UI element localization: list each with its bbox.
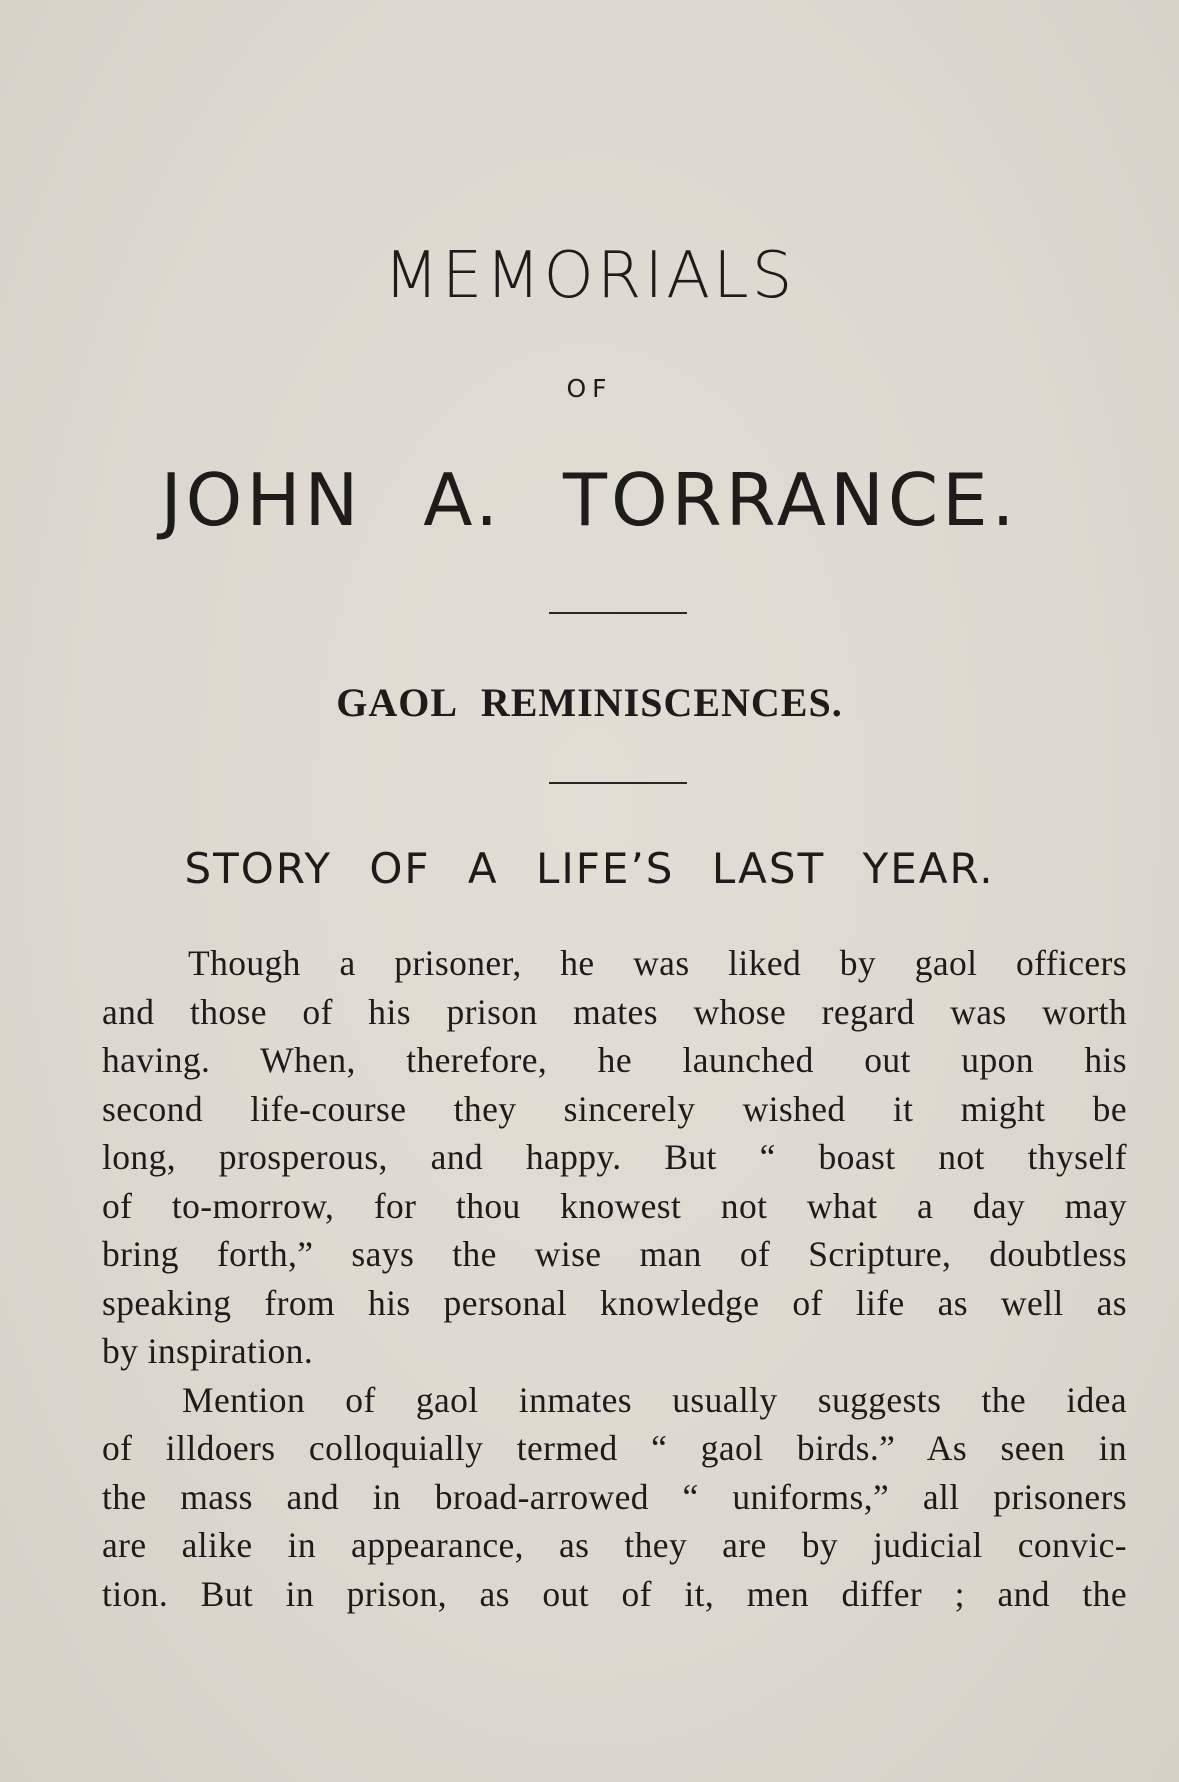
text-line: speaking from his personal knowledge of life as well as — [102, 1282, 1127, 1323]
text-line: having. When, therefore, he launched out upon his — [102, 1040, 1127, 1080]
text-line: and those of his prison mates whose regard was worth — [102, 991, 1127, 1032]
section-subtitle: GAOL REMINISCENCES. — [336, 680, 843, 725]
text-line: long, prosperous, and happy. But “ boast not thyself — [102, 1137, 1127, 1177]
paragraph-1 — [102, 939, 1127, 1376]
text-line: of to-morrow, for thou knowest not what a day may — [102, 1185, 1127, 1226]
text-line: are alike in appearance, as they are by judicial convic- — [102, 1525, 1127, 1565]
divider-rule-top — [549, 612, 687, 614]
text-line: Though a prisoner, he was liked by gaol officers — [188, 943, 1127, 983]
page-title: MEMORIALS — [383, 239, 796, 313]
text-line: bring forth,” says the wise man of Scripture, doubtless — [102, 1234, 1127, 1274]
divider-rule-bottom — [549, 782, 687, 784]
paragraph-2 — [102, 1376, 1127, 1619]
body-text — [102, 939, 1127, 1618]
text-line: second life-course they sincerely wished it might be — [102, 1088, 1127, 1129]
text-line: Mention of gaol inmates usually suggests the idea — [182, 1379, 1127, 1420]
text-line: tion. But in prison, as out of it, men differ ; and the — [102, 1573, 1127, 1614]
title-connector: OF — [566, 374, 613, 403]
text-line: of illdoers colloquially termed “ gaol birds.” As seen in — [102, 1428, 1127, 1468]
text-line: the mass and in broad-arrowed “ uniforms,” all prisoners — [102, 1476, 1127, 1517]
subject-name: JOHN A. TORRANCE. — [160, 458, 1019, 542]
text-line: by inspiration. — [102, 1331, 314, 1371]
chapter-heading: STORY OF A LIFE’S LAST YEAR. — [184, 844, 995, 893]
